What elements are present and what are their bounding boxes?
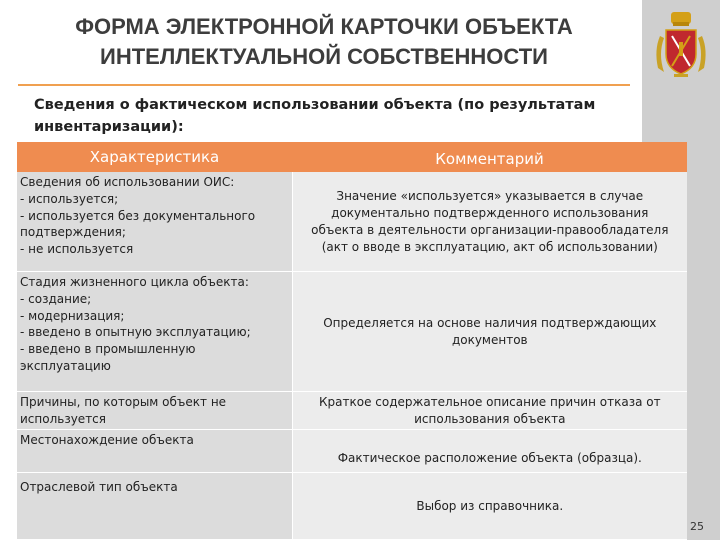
table-row xyxy=(17,172,687,272)
header-characteristic: Характеристика xyxy=(17,142,292,172)
page-number: 25 xyxy=(690,520,704,533)
table-row xyxy=(17,392,687,430)
table-row xyxy=(17,430,687,473)
header-comment: Комментарий xyxy=(292,142,687,172)
comment-cell: Краткое содержательное описание причин отказа от использования объекта xyxy=(293,392,687,429)
table-row xyxy=(17,272,687,392)
properties-table xyxy=(17,142,687,540)
section-subtitle: Сведения о фактическом использовании объекта (по результатам инвентаризации): xyxy=(34,97,596,135)
characteristic-cell: Причины, по которым объект не используется xyxy=(17,392,292,429)
characteristic-cell: Отраслевой тип объекта xyxy=(17,473,292,539)
st-petersburg-coat-of-arms-icon xyxy=(650,10,712,80)
comment-cell: Фактическое расположение объекта (образца). xyxy=(293,430,687,472)
characteristic-cell: Сведения об использовании ОИС: - используется; - используется без документального подтверждения; - не используется xyxy=(17,172,292,271)
characteristic-cell: Стадия жизненного цикла объекта: - создание; - модернизация; - введено в опытную эксплуатацию; - введено в промышленную эксплуатацию xyxy=(17,272,292,391)
title-underline xyxy=(18,84,630,86)
table-header-row xyxy=(17,142,687,172)
characteristic-cell: Местонахождение объекта xyxy=(17,430,292,472)
comment-cell: Определяется на основе наличия подтверждающих документов xyxy=(293,272,687,391)
page-title: ФОРМА ЭЛЕКТРОННОЙ КАРТОЧКИ ОБЪЕКТА ИНТЕЛЛЕКТУАЛЬНОЙ СОБСТВЕННОСТИ xyxy=(75,14,573,69)
comment-cell: Выбор из справочника. xyxy=(293,473,687,539)
comment-cell: Значение «используется» указывается в случае документально подтвержденного использования объекта в деятельности организации-правообладателя (акт о вводе в эксплуатацию, акт об использовании) xyxy=(293,172,687,271)
table-row xyxy=(17,473,687,540)
